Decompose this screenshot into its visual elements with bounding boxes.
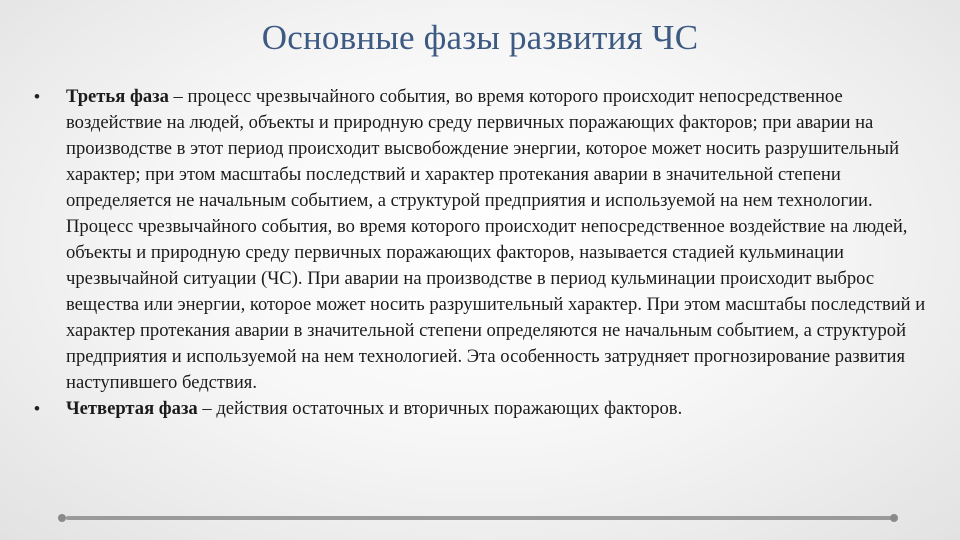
decor-dot-right-icon [890, 514, 898, 522]
bullet-text: – процесс чрезвычайного события, во время которого происходит непосредственное воздействие на людей, объекты и природную среду первичных поражающих факторов; при аварии на производстве в этот период происходит высвобождение энергии, которое может носить разрушительный характер; при этом масштабы последствий и характер протекания аварии в значительной степени определяется не начальным событием, а структурой предприятия и используемой на нем технологии. Процесс чрезвычайного события, во время которого происходит непосредственное воздействие на людей, объекты и природную среду первичных поражающих факторов, называется стадией кульминации чрезвычайной ситуации (ЧС). При аварии на производстве в период кульминации происходит выброс вещества или энергии, которое может носить разрушительный характер. При этом масштабы последствий и характер протекания аварии в значительной степени определяются не начальным событием, а структурой предприятия и используемой на нем технологией. Эта особенность затрудняет прогнозирование развития наступившего бедствия. [66, 86, 926, 393]
slide-title: Основные фазы развития ЧС [261, 18, 699, 57]
decor-dot-left-icon [58, 514, 66, 522]
slide-content [34, 84, 934, 422]
bullet-text: – действия остаточных и вторичных поражающих факторов. [197, 398, 683, 419]
bullet-icon: • [34, 87, 40, 106]
bullet-item-fourth-phase [34, 396, 934, 422]
bullet-term: Четвертая фаза [66, 398, 198, 419]
bullet-term: Третья фаза [66, 86, 169, 107]
decor-divider [66, 516, 894, 520]
bullet-icon: • [34, 399, 40, 418]
bullet-item-third-phase [34, 84, 934, 396]
